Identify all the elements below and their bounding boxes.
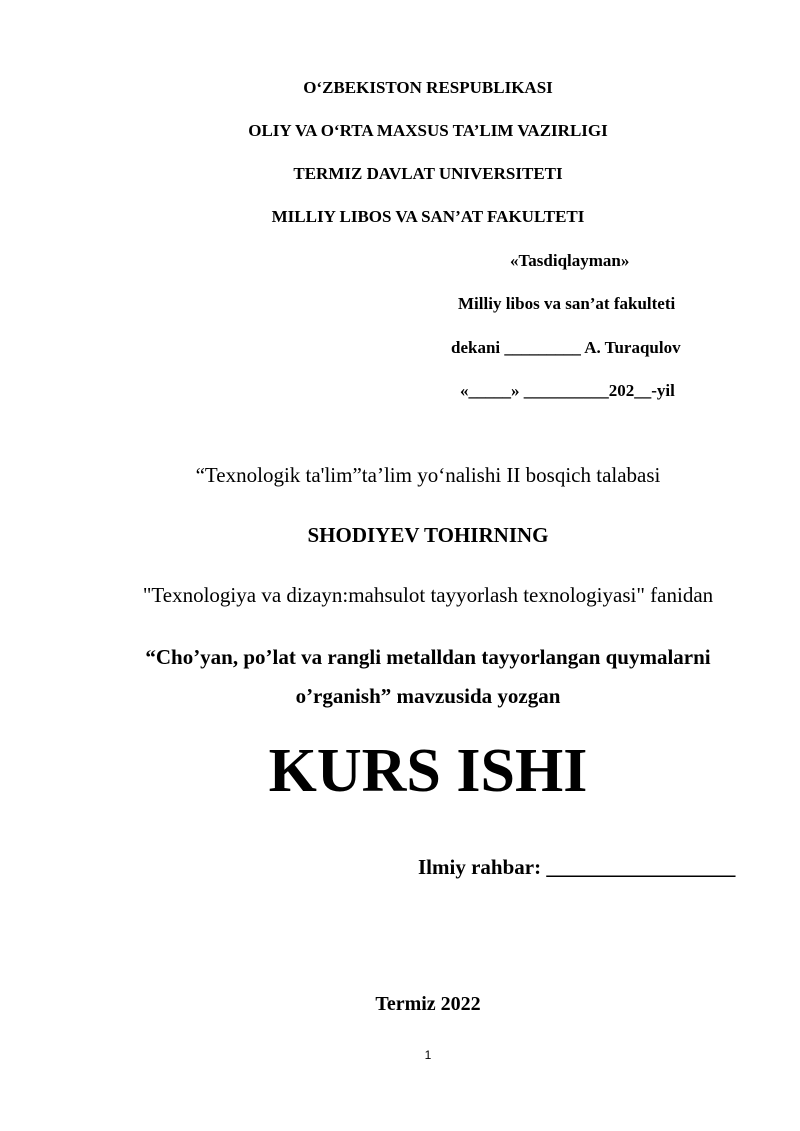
work-type-title: KURS ISHI: [268, 737, 588, 805]
approval-date: «_____» __________202__-yil: [460, 381, 675, 400]
student-name: SHODIYEV TOHIRNING: [307, 523, 549, 547]
approval-title: «Tasdiqlayman»: [510, 251, 630, 270]
place-year: Termiz 2022: [375, 993, 481, 1015]
supervisor-line: Ilmiy rahbar: __________________: [418, 855, 736, 879]
header-faculty: MILLIY LIBOS VA SAN’AT FAKULTETI: [271, 207, 585, 226]
header-ministry: OLIY VA O‘RTA MAXSUS TA’LIM VAZIRLIGI: [248, 121, 608, 140]
topic-line-2: o’rganish” mavzusida yozgan: [295, 684, 561, 708]
approval-dean: dekani _________ A. Turaqulov: [451, 338, 681, 357]
header-university: TERMIZ DAVLAT UNIVERSITETI: [293, 164, 563, 183]
page-number: 1: [424, 1048, 432, 1062]
header-country: O‘ZBEKISTON RESPUBLIKASI: [303, 78, 553, 97]
subject-line: "Texnologiya va dizayn:mahsulot tayyorlash texnologiyasi" fanidan: [142, 583, 714, 607]
topic-line-1: “Cho’yan, po’lat va rangli metalldan tayyorlangan quymalarni: [145, 645, 711, 669]
student-direction: “Texnologik ta'lim”ta’lim yo‘nalishi II bosqich talabasi: [195, 463, 661, 487]
approval-faculty: Milliy libos va san’at fakulteti: [458, 294, 676, 313]
